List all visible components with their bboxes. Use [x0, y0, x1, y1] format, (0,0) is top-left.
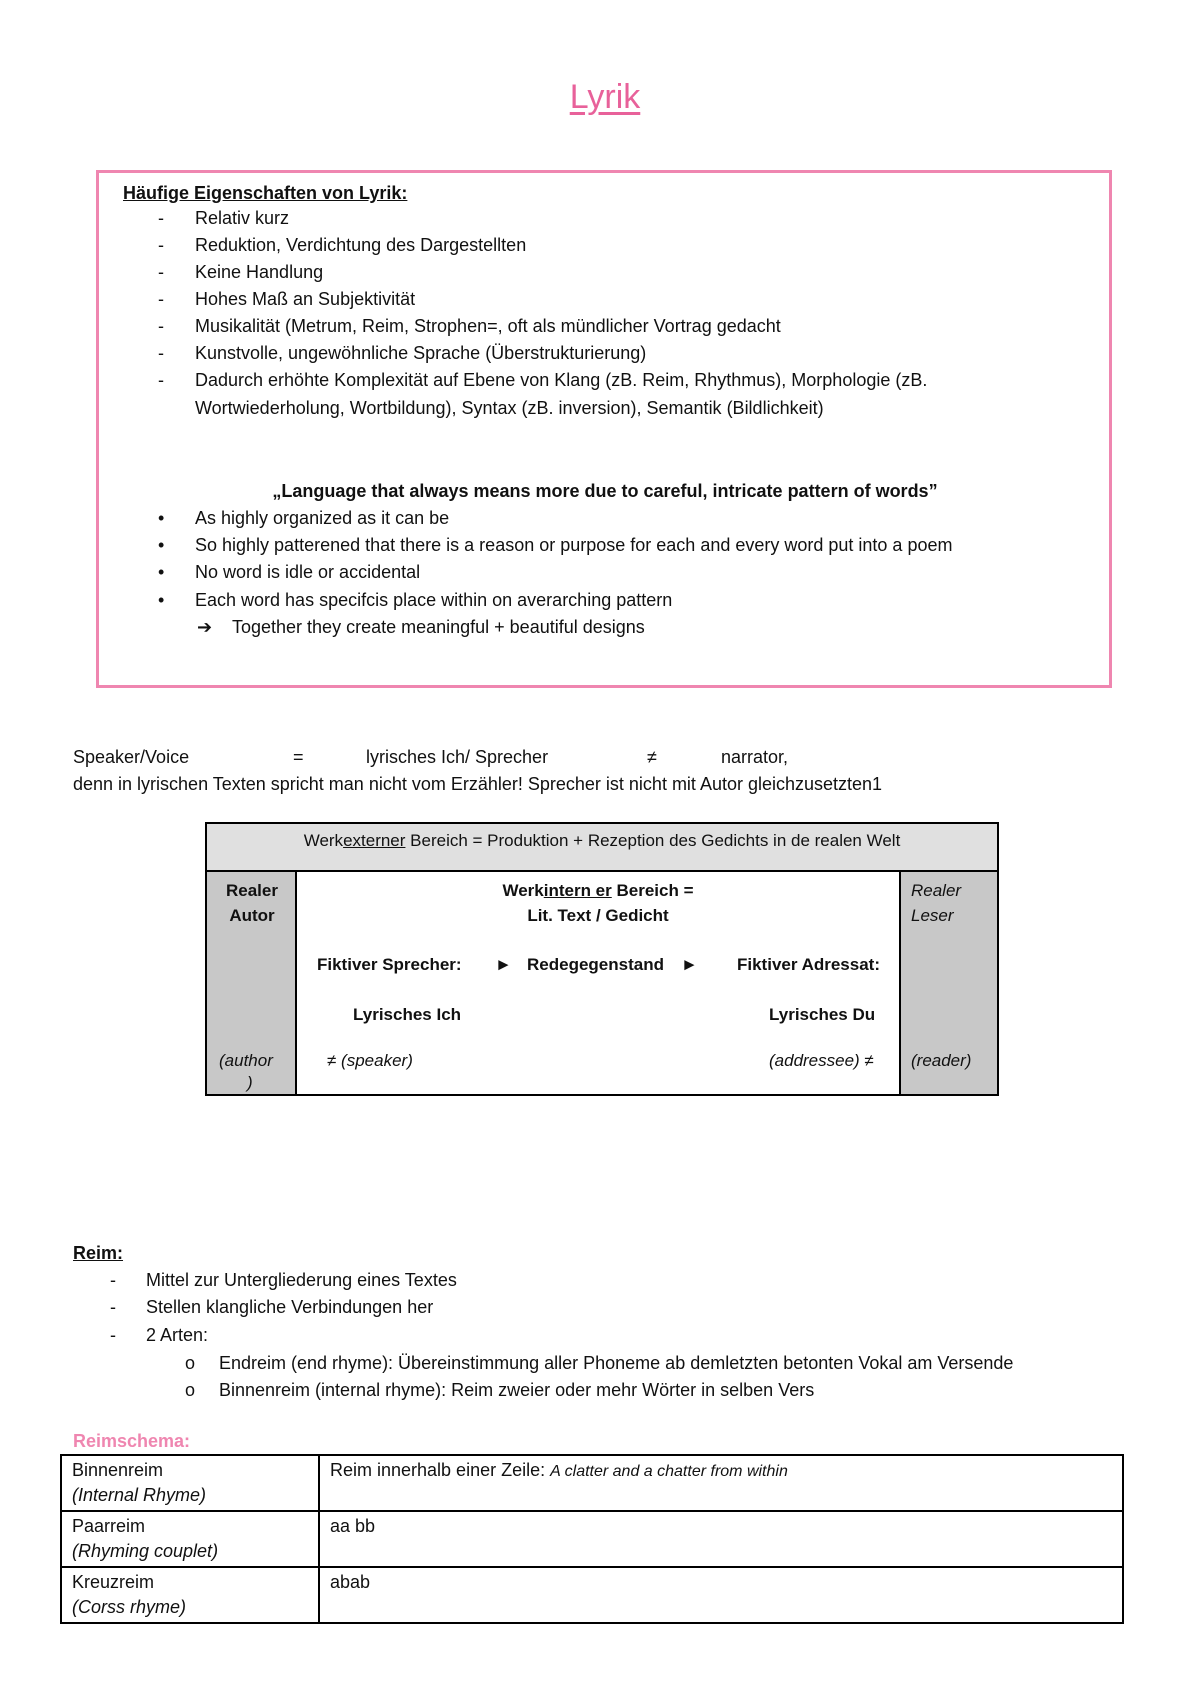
- rhyme-name: Binnenreim: [72, 1460, 164, 1480]
- table-row: [61, 1567, 1123, 1623]
- table-row: [61, 1455, 1123, 1511]
- table-row: [61, 1511, 1123, 1567]
- internal-area-label: [297, 878, 899, 903]
- sub-list-item: Endreim (end rhyme): Übereinstimmung aller Phoneme ab demletzten betonten Vokal am Versende: [219, 1353, 1014, 1373]
- real-reader-label: Leser: [911, 906, 954, 925]
- bullet-icon: •: [158, 535, 165, 555]
- list-item: Musikalität (Metrum, Reim, Strophen=, oft als mündlicher Vortrag gedacht: [195, 316, 781, 336]
- not-equal-sign: ≠: [647, 747, 657, 767]
- table-cell: [319, 1567, 1123, 1623]
- bullet-item: As highly organized as it can be: [195, 508, 450, 528]
- speaker-note: denn in lyrischen Texten spricht man nicht vom Erzähler! Sprecher ist nicht mit Autor gleichzusetzten1: [73, 774, 883, 794]
- sub-marker: o: [185, 1353, 196, 1373]
- real-author-label: Autor: [229, 906, 275, 925]
- addressee-english: (addressee) ≠: [769, 1051, 874, 1070]
- fictive-speaker-label: Fiktiver Sprecher:: [317, 955, 462, 974]
- rhyme-english: (Internal Rhyme): [72, 1485, 207, 1505]
- sub-list-item: Binnenreim (internal rhyme): Reim zweier oder mehr Wörter in selben Vers: [219, 1380, 815, 1400]
- bullet-icon: •: [158, 562, 165, 582]
- internal-text: Werk: [502, 881, 544, 900]
- sub-marker: o: [185, 1380, 196, 1400]
- arrow-item: Together they create meaningful + beautiful designs: [232, 617, 645, 637]
- properties-heading: Häufige Eigenschaften von Lyrik:: [123, 183, 408, 203]
- internal-text: Bereich =: [611, 881, 694, 900]
- page-title: Lyrik: [569, 78, 641, 116]
- header-text: Bereich = Produktion + Rezeption des Gedichts in de realen Welt: [405, 831, 901, 850]
- dash-marker: -: [158, 289, 164, 309]
- diagram-header: [207, 824, 997, 872]
- list-item: 2 Arten:: [146, 1325, 209, 1345]
- real-author-label: Realer: [226, 881, 278, 900]
- lyrical-i-label: Lyrisches Ich: [353, 1005, 462, 1024]
- dash-marker: -: [110, 1270, 116, 1290]
- author-english: (author: [219, 1051, 273, 1070]
- header-text: Werk: [303, 831, 344, 850]
- lyrical-you-label: Lyrisches Du: [769, 1005, 876, 1024]
- lit-text-label: Lit. Text / Gedicht: [527, 906, 669, 925]
- equals-sign: =: [293, 747, 304, 767]
- reader-english: (reader): [911, 1051, 972, 1070]
- table-cell: [319, 1511, 1123, 1567]
- rhyme-example: A clatter and a chatter from within: [550, 1463, 788, 1480]
- arrow-right-icon: ►: [681, 955, 698, 974]
- rhyme-desc: abab: [330, 1572, 371, 1592]
- table-cell: [61, 1511, 319, 1567]
- rhyme-desc: Reim innerhalb einer Zeile:: [330, 1460, 551, 1480]
- list-item: Kunstvolle, ungewöhnliche Sprache (Überstrukturierung): [195, 343, 647, 363]
- dash-marker: -: [158, 316, 164, 336]
- table-cell: [61, 1567, 319, 1623]
- bullet-item: No word is idle or accidental: [195, 562, 421, 582]
- real-reader-label: Realer: [911, 881, 962, 900]
- speaker-label: Speaker/Voice: [73, 747, 190, 767]
- header-underlined: externer: [343, 831, 406, 850]
- list-item: Reduktion, Verdichtung des Dargestellten: [195, 235, 527, 255]
- rhyme-english: (Corss rhyme): [72, 1597, 187, 1617]
- fictive-addressee-label: Fiktiver Adressat:: [737, 955, 880, 974]
- bullet-item: Each word has specifcis place within on averarching pattern: [195, 590, 673, 610]
- arrow-right-icon: ►: [495, 955, 512, 974]
- lyrical-speaker: lyrisches Ich/ Sprecher: [366, 747, 549, 767]
- rhyme-name: Paarreim: [72, 1516, 146, 1536]
- list-item: Keine Handlung: [195, 262, 324, 282]
- arrow-right-icon: ➔: [197, 617, 213, 637]
- werk-diagram: [205, 822, 999, 1096]
- list-item: Dadurch erhöhte Komplexität auf Ebene von Klang (zB. Reim, Rhythmus), Morphologie (zB.: [195, 370, 928, 390]
- dash-marker: -: [158, 235, 164, 255]
- bullet-item: So highly patterened that there is a reason or purpose for each and every word put into a poem: [195, 535, 953, 555]
- list-item: Stellen klangliche Verbindungen her: [146, 1297, 434, 1317]
- table-cell: [61, 1455, 319, 1511]
- subject-label: Redegegenstand: [527, 955, 664, 974]
- dash-marker: -: [158, 343, 164, 363]
- quote: „Language that always means more due to careful, intricate pattern of words”: [272, 481, 938, 501]
- speaker-english: ≠ (speaker): [327, 1051, 413, 1070]
- rhyme-desc: aa bb: [330, 1516, 376, 1536]
- bullet-icon: •: [158, 590, 165, 610]
- list-item-continuation: Wortwiederholung, Wortbildung), Syntax (zB. inversion), Semantik (Bildlichkeit): [195, 398, 824, 418]
- rhyme-name: Kreuzreim: [72, 1572, 155, 1592]
- author-english: ): [247, 1073, 253, 1092]
- internal-underlined: intern er: [543, 881, 612, 900]
- reimschema-heading: Reimschema:: [73, 1431, 191, 1451]
- table-cell: [319, 1455, 1123, 1511]
- dash-marker: -: [158, 262, 164, 282]
- list-item: Relativ kurz: [195, 208, 290, 228]
- dash-marker: -: [158, 208, 164, 228]
- dash-marker: -: [158, 370, 164, 390]
- dash-marker: -: [110, 1325, 116, 1345]
- narrator-label: narrator,: [721, 747, 789, 767]
- list-item: Mittel zur Untergliederung eines Textes: [146, 1270, 457, 1290]
- reim-heading: Reim:: [73, 1243, 124, 1263]
- list-item: Hohes Maß an Subjektivität: [195, 289, 416, 309]
- bullet-icon: •: [158, 508, 165, 528]
- dash-marker: -: [110, 1297, 116, 1317]
- rhyme-english: (Rhyming couplet): [72, 1541, 219, 1561]
- reimschema-table: [60, 1454, 1124, 1624]
